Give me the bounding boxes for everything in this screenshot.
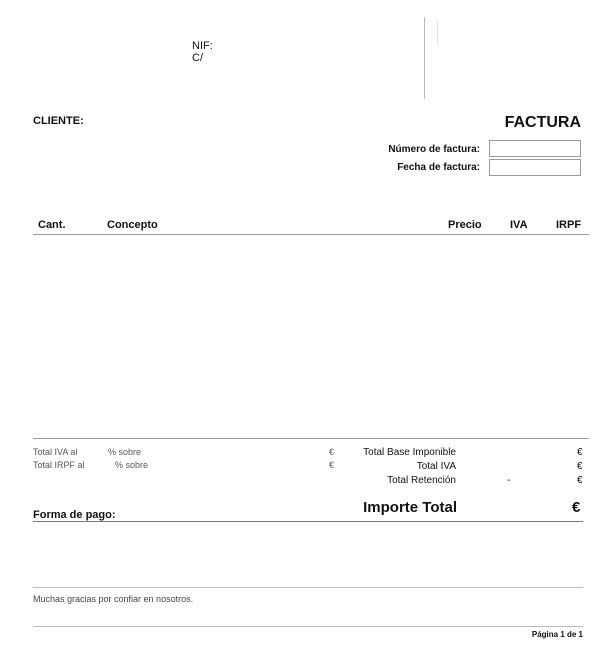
- client-label: CLIENTE:: [33, 115, 84, 127]
- column-header-qty: Cant.: [38, 219, 66, 231]
- grand-total-label: Importe Total: [363, 499, 457, 516]
- footer-bottom-rule: [33, 626, 583, 627]
- base-total-currency: €: [577, 447, 583, 458]
- invoice-date-field[interactable]: [489, 159, 581, 176]
- column-header-concept: Concepto: [107, 219, 158, 231]
- irpf-over-label: % sobre: [115, 460, 149, 470]
- irpf-currency: €: [329, 460, 335, 470]
- issuer-block: [192, 40, 213, 64]
- base-total-label: Total Base Imponible: [363, 447, 456, 458]
- iva-currency: €: [329, 447, 335, 457]
- iva-over-label: % sobre: [108, 447, 142, 457]
- page-indicator: Página 1 de 1: [531, 630, 583, 639]
- payment-method-label: Forma de pago:: [33, 509, 116, 521]
- irpf-rate-label: Total IRPF al: [33, 460, 85, 470]
- column-header-price: Precio: [448, 219, 482, 231]
- table-header-rule: [33, 234, 589, 235]
- invoice-number-field[interactable]: [489, 140, 581, 157]
- footer-top-rule: [33, 587, 583, 588]
- iva-total-currency: €: [577, 461, 583, 472]
- column-header-irpf: IRPF: [556, 219, 582, 231]
- retention-dash: -: [507, 475, 511, 486]
- column-header-iva: IVA: [510, 219, 528, 231]
- retention-total-currency: €: [577, 475, 583, 486]
- issuer-address-prefix: C/: [192, 52, 203, 64]
- header-divider-secondary: [437, 20, 438, 46]
- invoice-date-label: Fecha de factura:: [397, 162, 480, 173]
- totals-top-rule: [33, 438, 589, 439]
- iva-rate-label: Total IVA al: [33, 447, 78, 457]
- thanks-message: Muchas gracias por confiar en nosotros.: [33, 594, 194, 604]
- grand-total-currency: €: [572, 499, 581, 516]
- iva-total-label: Total IVA: [416, 461, 456, 472]
- document-title: FACTURA: [504, 114, 581, 131]
- issuer-nif-label: NIF:: [192, 40, 213, 52]
- line-items-area: [33, 236, 589, 436]
- invoice-number-label: Número de factura:: [388, 144, 480, 155]
- retention-total-label: Total Retención: [387, 475, 456, 486]
- header-divider: [424, 17, 425, 99]
- payment-rule: [33, 521, 583, 522]
